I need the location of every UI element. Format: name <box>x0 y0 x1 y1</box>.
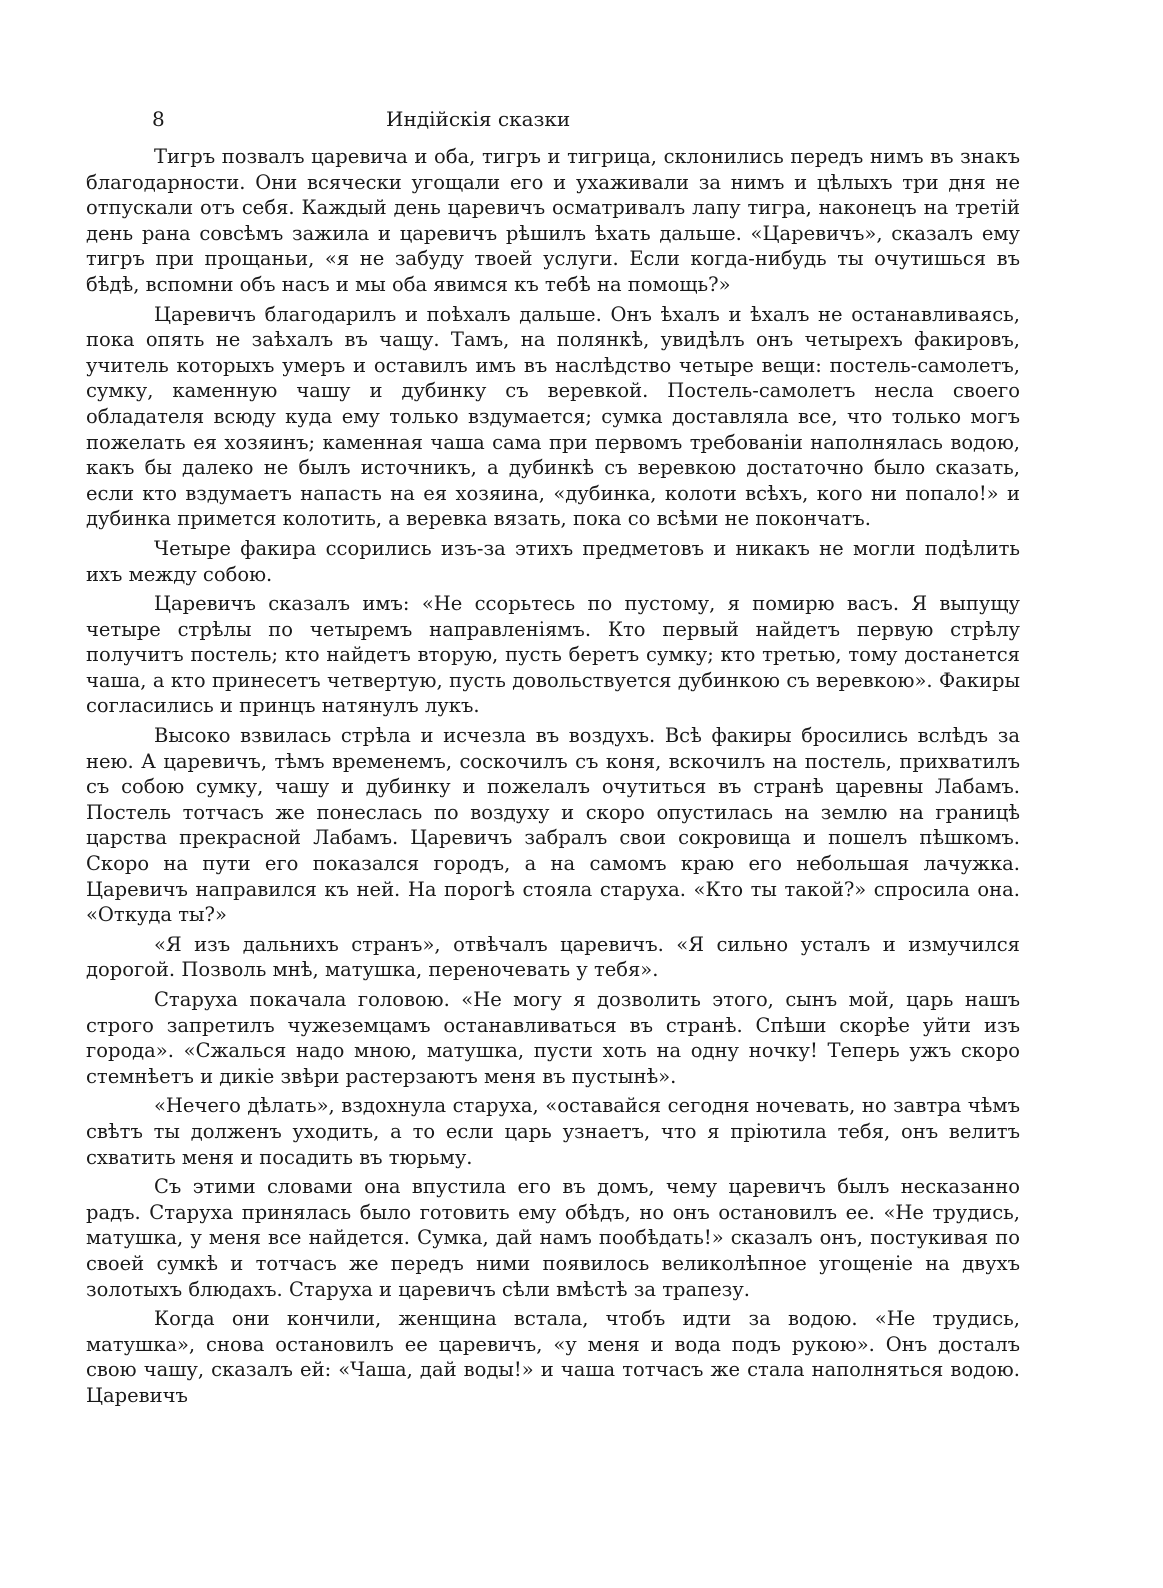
paragraph-1: Тигръ позвалъ царевича и оба, тигръ и тигрица, склонились передъ нимъ въ знакъ благодарности. Они всячески угощали его и ухаживали за нимъ и цѣлыхъ три дня не отпускали отъ себя. Каждый день царевичъ осматривалъ лапу тигра, наконецъ на третій день рана совсѣмъ зажила и царевичъ рѣшилъ ѣхать дальше. «Царевичъ», сказалъ ему тигръ при прощаньи, «я не забуду твоей услуги. Если когда-нибудь ты очутишься въ бѣдѣ, вспомни объ насъ и мы оба явимся къ тебѣ на помощь?» <box>86 145 1020 296</box>
running-header <box>86 104 1020 134</box>
book-page <box>86 104 1020 1413</box>
paragraph-6: «Я изъ дальнихъ странъ», отвѣчалъ царевичъ. «Я сильно усталъ и измучился дорогой. Позволь мнѣ, матушка, переночевать у тебя». <box>86 932 1020 982</box>
paragraph-4: Царевичъ сказалъ имъ: «Не ссорьтесь по пустому, я помирю васъ. Я выпущу четыре стрѣлы по четыремъ направленіямъ. Кто первый найдетъ первую стрѣлу получитъ постель; кто найдетъ вторую, пусть беретъ сумку; кто третью, тому достанется чаша, а кто принесетъ четвертую, пусть довольствуется дубинкою съ веревкою». Факиры согласились и принцъ натянулъ лукъ. <box>86 592 1020 718</box>
page-number: 8 <box>152 107 165 131</box>
paragraph-9: Съ этими словами она впустила его въ домъ, чему царевичъ былъ несказанно радъ. Старуха принялась было готовить ему обѣдъ, но онъ остановилъ ее. «Не трудись, матушка, у меня все найдется. Сумка, дай намъ пообѣдать!» сказалъ онъ, постукивая по своей сумкѣ и тотчасъ же передъ ними появилось великолѣпное угощеніе на двухъ золотыхъ блюдахъ. Старуха и царевичъ сѣли вмѣстѣ за трапезу. <box>86 1175 1020 1301</box>
body-text <box>86 144 1020 1409</box>
book-title: Индійскія сказки <box>386 107 571 131</box>
paragraph-10: Когда они кончили, женщина встала, чтобъ идти за водою. «Не трудись, матушка», снова остановилъ ее царевичъ, «у меня и вода подъ рукою». Онъ досталъ свою чашу, сказалъ ей: «Чаша, дай воды!» и чаша тотчасъ же стала наполняться водою. Царевичъ <box>86 1307 1020 1407</box>
paragraph-5: Высоко взвилась стрѣла и исчезла въ воздухъ. Всѣ факиры бросились вслѣдъ за нею. А царевичъ, тѣмъ временемъ, соскочилъ съ коня, вскочилъ на постель, прихватилъ съ собою сумку, чашу и дубинку и пожелалъ очутиться въ странѣ царевны Лабамъ. Постель тотчасъ же понеслась по воздуху и скоро опустилась на землю на границѣ царства прекрасной Лабамъ. Царевичъ забралъ свои сокровища и пошелъ пѣшкомъ. Скоро на пути его показался городъ, а на самомъ краю его небольшая лачужка. Царевичъ направился къ ней. На порогѣ стояла старуха. «Кто ты такой?» спросила она. «Откуда ты?» <box>86 724 1020 927</box>
paragraph-3: Четыре факира ссорились изъ-за этихъ предметовъ и никакъ не могли подѣлить ихъ между собою. <box>86 536 1020 586</box>
paragraph-7: Старуха покачала головою. «Не могу я дозволить этого, сынъ мой, царь нашъ строго запретилъ чужеземцамъ останавливаться въ странѣ. Спѣши скорѣе уйти изъ города». «Сжалься надо мною, матушка, пусти хоть на одну ночку! Теперь ужъ скоро стемнѣетъ и дикіе звѣри растерзаютъ меня въ пустынѣ». <box>86 988 1020 1088</box>
paragraph-8: «Нечего дѣлать», вздохнула старуха, «оставайся сегодня ночевать, но завтра чѣмъ свѣтъ ты долженъ уходить, а то если царь узнаетъ, что я пріютила тебя, онъ велитъ схватить меня и посадить въ тюрьму. <box>86 1094 1020 1169</box>
paragraph-2: Царевичъ благодарилъ и поѣхалъ дальше. Онъ ѣхалъ и ѣхалъ не останавливаясь, пока опять не заѣхалъ въ чащу. Тамъ, на полянкѣ, увидѣлъ онъ четырехъ факировъ, учитель которыхъ умеръ и оставилъ имъ въ наслѣдство четыре вещи: постель-самолетъ, сумку, каменную чашу и дубинку съ веревкой. Постель-самолетъ несла своего обладателя всюду куда ему только вздумается; сумка доставляла все, что только могъ пожелать ея хозяинъ; каменная чаша сама при первомъ требованіи наполнялась водою, какъ бы далеко не былъ источникъ, а дубинкѣ съ веревкою достаточно было сказать, если кто вздумаетъ напасть на ея хозяина, «дубинка, колоти всѣхъ, кого ни попало!» и дубинка примется колотить, а веревка вязать, пока со всѣми не покончатъ. <box>86 302 1020 531</box>
